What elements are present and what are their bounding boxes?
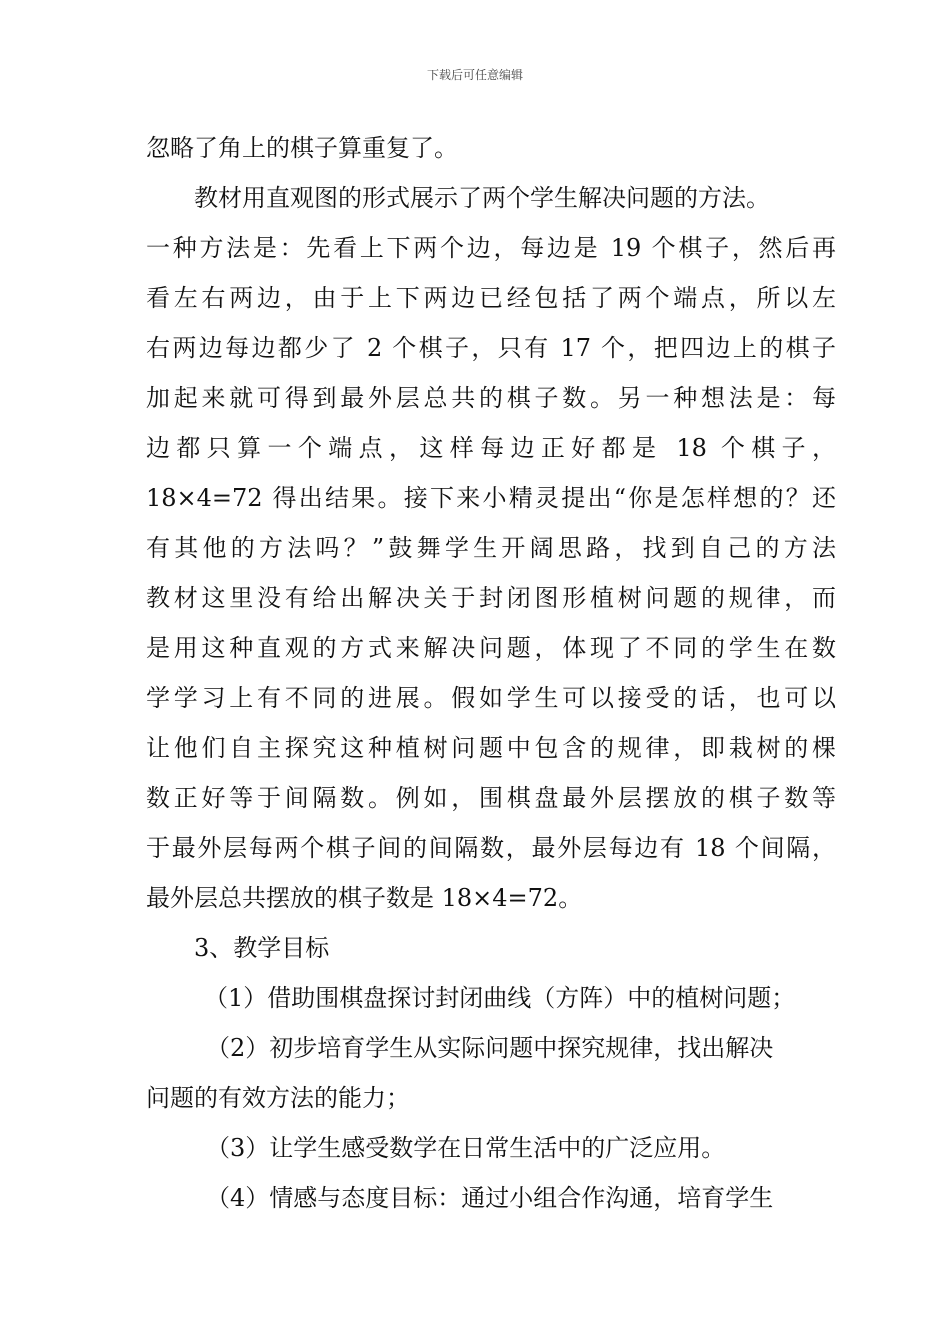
paragraph-line: 看左右两边，由于上下两边已经包括了两个端点，所以左 xyxy=(146,284,836,312)
document-body xyxy=(146,128,836,1228)
paragraph-line: 数正好等于间隔数。例如，围棋盘最外层摆放的棋子数等 xyxy=(146,784,836,812)
paragraph-line: 于最外层每两个棋子间的间隔数，最外层每边有 18 个间隔， xyxy=(146,834,836,862)
objective-item: （1）借助围棋盘探讨封闭曲线（方阵）中的植树问题； xyxy=(204,984,796,1012)
paragraph-line: 一种方法是：先看上下两个边，每边是 19 个棋子，然后再 xyxy=(146,234,836,262)
paragraph-line: 加起来就可得到最外层总共的棋子数。另一种想法是：每 xyxy=(146,384,836,412)
objective-item: （4）情感与态度目标：通过小组合作沟通，培育学生 xyxy=(206,1184,774,1212)
paragraph-line: 教材这里没有给出解决关于封闭图形植树问题的规律，而 xyxy=(146,584,836,612)
paragraph-line: 右两边每边都少了 2 个棋子，只有 17 个，把四边上的棋子 xyxy=(146,334,836,362)
objective-item: （2）初步培育学生从实际问题中探究规律，找出解决 xyxy=(206,1034,774,1062)
paragraph-line: 是用这种直观的方式来解决问题，体现了不同的学生在数 xyxy=(146,634,836,662)
page-header-note: 下载后可任意编辑 xyxy=(426,68,523,82)
objective-item-continuation: 问题的有效方法的能力； xyxy=(146,1084,410,1112)
paragraph-line: 教材用直观图的形式展示了两个学生解决问题的方法。 xyxy=(194,184,770,212)
paragraph-line: 最外层总共摆放的棋子数是 18×4=72。 xyxy=(146,884,583,912)
paragraph-line: 有其他的方法吗？”鼓舞学生开阔思路，找到自己的方法 xyxy=(146,534,836,562)
paragraph-line: 边都只算一个端点，这样每边正好都是 18 个棋子， xyxy=(146,434,836,462)
paragraph-line: 学学习上有不同的进展。假如学生可以接受的话，也可以 xyxy=(146,684,836,712)
objective-item: （3）让学生感受数学在日常生活中的广泛应用。 xyxy=(206,1134,726,1162)
section-heading: 3、教学目标 xyxy=(194,934,330,962)
paragraph-line: 忽略了角上的棋子算重复了。 xyxy=(146,134,458,162)
paragraph-line: 让他们自主探究这种植树问题中包含的规律，即栽树的棵 xyxy=(146,734,836,762)
paragraph-line: 18×4=72 得出结果。接下来小精灵提出“你是怎样想的？还 xyxy=(146,484,836,512)
